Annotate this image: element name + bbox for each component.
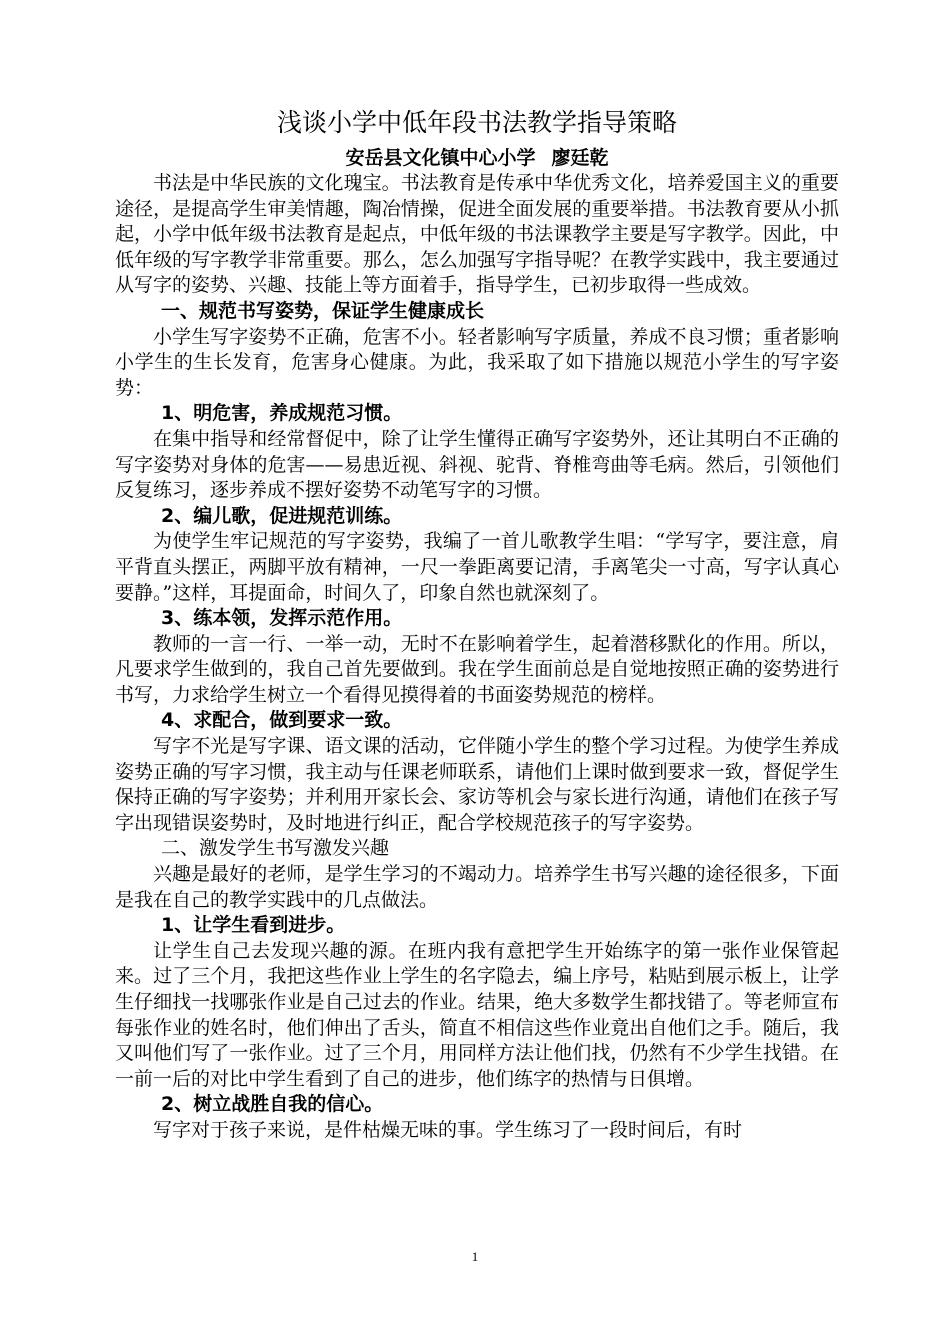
author-school: 安岳县文化镇中心小学 (345, 147, 536, 169)
intro-paragraph: 书法是中华民族的文化瑰宝。书法教育是传承中华优秀文化，培养爱国主义的重要途径，是提高学生审美情趣，陶冶情操，促进全面发展的重要举措。书法教育要从小抓起，小学中低年级书法教育是起点，中低年级的书法课教学主要是写字教学。因此，中低年级的写字教学非常重要。那么，怎么加强写字指导呢？在教学实践中，我主要通过从写字的姿势、兴趣、技能上等方面着手，指导学生，已初步取得一些成效。 (115, 172, 839, 297)
section1-intro: 小学生写字姿势不正确，危害不小。轻者影响写字质量，养成不良习惯；重者影响小学生的生长发育，危害身心健康。为此，我采取了如下措施以规范小学生的写字姿势： (115, 325, 839, 399)
author-name: 廖廷乾 (551, 147, 609, 169)
subheading-1-1: 1、明危害，养成规范习惯。 (161, 402, 403, 425)
section-heading-2: 二、激发学生书写激发兴趣 (161, 837, 390, 860)
subheading-1-2: 2、编儿歌，促进规范训练。 (161, 504, 403, 527)
document-body (115, 105, 839, 1144)
subheading-2-2: 2、树立战胜自我的信心。 (161, 1093, 384, 1116)
paragraph-1-2: 为使学生牢记规范的写字姿势，我编了一首儿歌教学生唱：“学写字，要注意，肩平背直头摆正，两脚平放有精神，一尺一拳距离要记清，手离笔尖一寸高，写字认真心要静。”这样，耳提面命，时间久了，印象自然也就深刻了。 (115, 530, 839, 604)
subheading-2-1: 1、让学生看到进步。 (161, 914, 346, 937)
paragraph-2-2: 写字对于孩子来说，是件枯燥无味的事。学生练习了一段时间后，有时 (153, 1118, 743, 1141)
page-number: 1 (471, 1249, 479, 1264)
paragraph-2-1: 让学生自己去发现兴趣的源。在班内我有意把学生开始练字的第一张作业保管起来。过了三个月，我把这些作业上学生的名字隐去，编上序号，粘贴到展示板上，让学生仔细找一找哪张作业是自己过去的作业。结果，绝大多数学生都找错了。等老师宣布每张作业的姓名时，他们伸出了舌头，简直不相信这些作业竟出自他们之手。随后，我又叫他们写了一张作业。过了三个月，用同样方法让他们找，仍然有不少学生找错。在一前一后的对比中学生看到了自己的进步，他们练字的热情与日俱增。 (115, 939, 839, 1090)
author-line (115, 145, 839, 171)
section-heading-1: 一、规范书写姿势，保证学生健康成长 (161, 299, 485, 322)
subheading-1-3: 3、练本领，发挥示范作用。 (161, 607, 403, 630)
section2-intro: 兴趣是最好的老师，是学生学习的不竭动力。培养学生书写兴趣的途径很多，下面是我在自己的教学实践中的几点做法。 (115, 863, 839, 911)
document-title: 浅谈小学中低年段书法教学指导策略 (276, 108, 677, 137)
paragraph-1-1: 在集中指导和经常督促中，除了让学生懂得正确写字姿势外，还让其明白不正确的写字姿势对身体的危害——易患近视、斜视、驼背、脊椎弯曲等毛病。然后，引领他们反复练习，逐步养成不摆好姿势不动笔写字的习惯。 (115, 427, 839, 502)
paragraph-1-4: 写字不光是写字课、语文课的活动，它伴随小学生的整个学习过程。为使学生养成姿势正确的写字习惯，我主动与任课老师联系，请他们上课时做到要求一致，督促学生保持正确的写字姿势；并利用开家长会、家访等机会与家长进行沟通，请他们在孩子写字出现错误姿势时，及时地进行纠正，配合学校规范孩子的写字姿势。 (115, 735, 839, 834)
subheading-1-4: 4、求配合，做到要求一致。 (161, 709, 403, 732)
paragraph-1-3: 教师的一言一行、一举一动，无时不在影响着学生，起着潜移默化的作用。所以，凡要求学生做到的，我自己首先要做到。我在学生面前总是自觉地按照正确的姿势进行书写，力求给学生树立一个看得见摸得着的书面姿势规范的榜样。 (115, 632, 839, 706)
